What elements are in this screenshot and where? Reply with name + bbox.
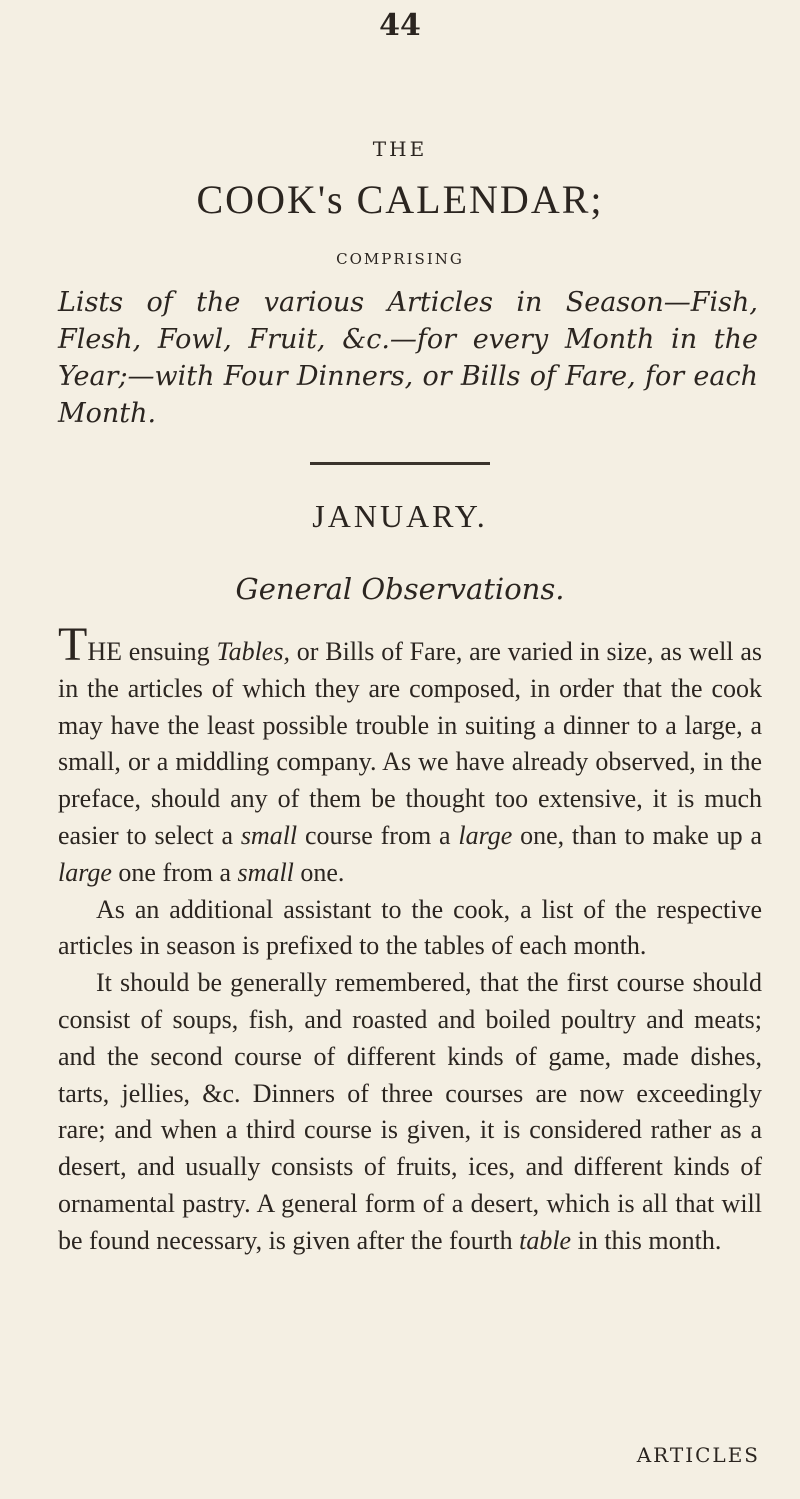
text-run-italic: Tables, <box>216 637 290 666</box>
text-run: or Bills of Fare, are varied in size, as well as in the articles of which they are composed, in order that the cook may have the least possible trouble in suiting a dinner to a large, a small, or a middling company. As we have already observed, in the preface, should any of them be thought too extensive, it is much easier to select a <box>58 637 762 850</box>
text-run-italic: table <box>519 1225 572 1255</box>
text-run: course from a <box>297 820 459 850</box>
text-run: in this month. <box>571 1225 722 1255</box>
text-run: HE ensuing <box>87 637 217 666</box>
title-article: THE <box>372 137 428 161</box>
divider-rule <box>310 462 490 465</box>
text-run: one. <box>293 857 345 887</box>
chapter-title: COOK's CALENDAR; <box>196 177 604 222</box>
text-run-italic: small <box>237 857 294 887</box>
text-run-italic: small <box>240 820 298 850</box>
chapter-subtitle: Lists of the various Articles in Season—Fish, Flesh, Fowl, Fruit, &c.—for every Month in the Year;—with Four Dinners, or Bills of Fare, for each Month. <box>58 287 758 429</box>
text-run: one from a <box>111 857 238 887</box>
text-run: It should be generally remembered, that the first course should consist of soups, fish, and roasted and boiled poultry and meats; and the second course of different kinds of game, made dishes, tarts, jellies, &c. Dinners of three courses are now exceedingly rare; and when a third course is given, it is considered rather as a desert, and usually consists of fruits, ices, and different kinds of ornamental pastry. A general form of a desert, which is all that will be found necessary, is given after the fourth <box>58 968 762 1255</box>
text-run: one, than to make up a <box>512 820 762 850</box>
paragraph-1 <box>58 618 762 892</box>
paragraph-3 <box>58 965 762 1259</box>
catchword: ARTICLES <box>636 1443 760 1467</box>
month-heading: JANUARY. <box>312 498 488 534</box>
body-text <box>58 618 762 1260</box>
paragraph-2: As an additional assistant to the cook, a list of the respective articles in season is prefixed to the tables of each month. <box>58 894 762 961</box>
comprising-label: COMPRISING <box>336 250 464 268</box>
drop-cap: T <box>58 618 88 671</box>
text-run-italic: large <box>458 820 513 850</box>
page-number: 44 <box>379 8 421 43</box>
text-run-italic: large <box>58 857 112 887</box>
section-heading: General Observations. <box>235 572 565 606</box>
